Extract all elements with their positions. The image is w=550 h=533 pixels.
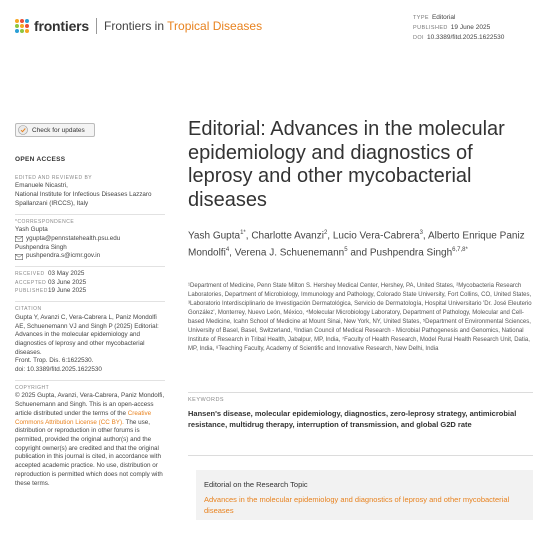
correspondence-block <box>15 218 165 262</box>
research-topic-heading: Editorial on the Research Topic <box>204 480 308 489</box>
divider <box>15 266 165 267</box>
citation-journal: Front. Trop. Dis. 6:1622530. <box>15 357 94 365</box>
frontiers-logo-icon <box>15 19 30 34</box>
dates-block <box>15 270 165 296</box>
keywords-label: KEYWORDS <box>188 397 225 403</box>
doi-value[interactable]: 10.3389/fitd.2025.1622530 <box>426 34 505 41</box>
affiliations: ¹Department of Medicine, Penn State Milton S. Hershey Medical Center, Hershey, PA, United States, ²Mycobacteria Research Laboratories, Department of Microbiology, Immunology and Pathology, Colorado State University, Fort Collins, CO, United States, ³Laboratorio Interdisciplinario de Investigación Dermatológica, Servicio de Dermatología, Hospital Universitario 'Dr. José Eleuterio González', Monterrey, Nuevo León, México, ⁴Molecular Microbiology Laboratory, Department of Pathology, Molecular and Cell-based Medicine, Icahn School of Medicine at Mount Sinai, New York, NY, United States, ⁵Department of Environmental Sciences, University of Basel, Basel, Switzerland, ⁶Indian Council of Medical Research - Microbial Pathogenesis and Genomics, National Institute of Research in Tribal Health, Jabalpur, MP, India, ⁷Faculty of Health Research, Model Rural Health Research Unit, Datia, MP, India, ⁸Teaching Faculty, Academy of Scientific and Innovative Research, New Delhi, India <box>188 283 532 352</box>
author-affiliation-marker: 1* <box>240 230 246 236</box>
article-meta <box>413 13 504 43</box>
published-value: 19 June 2025 <box>450 24 491 31</box>
corresponding-email-2[interactable]: pushpendra.s@icmr.gov.in <box>26 252 101 260</box>
email-row-1[interactable] <box>15 235 165 244</box>
published-label: PUBLISHED <box>413 25 448 31</box>
published-date: 19 June 2025 <box>48 287 87 295</box>
divider <box>188 455 533 456</box>
correspondence-label: *CORRESPONDENCE <box>15 218 75 225</box>
edited-label: EDITED AND REVIEWED BY <box>15 174 93 181</box>
copyright-block <box>15 384 165 488</box>
article-title: Editorial: Advances in the molecular epidemiology and diagnostics of leprosy and other mycobacterial diseases <box>188 118 505 211</box>
citation-block <box>15 305 165 375</box>
email-icon <box>15 236 23 242</box>
email-row-2[interactable] <box>15 252 165 261</box>
keywords: Hansen's disease, molecular epidemiology, diagnostics, zero-leprosy strategy, antimicrobial resistance, multidrug therapy, interruption of transmission, and global G2D rate <box>188 409 517 429</box>
accepted-label: ACCEPTED <box>15 279 47 286</box>
author-affiliation-marker: 6,7,8* <box>452 247 468 254</box>
copyright-text <box>15 392 165 488</box>
author-name[interactable]: Lucio Vera-Cabrera <box>332 230 420 242</box>
check-for-updates-button[interactable] <box>15 123 95 137</box>
received-label: RECEIVED <box>15 271 45 278</box>
copyright-text-start: © 2025 Gupta, Avanzi, Vera-Cabrera, Paniz Mondolfi, Schuenemann and Singh. This is an open-access article distributed under the terms of the <box>15 392 165 417</box>
copyright-label: COPYRIGHT <box>15 384 50 391</box>
author-name[interactable]: Charlotte Avanzi <box>251 230 324 242</box>
received-date: 03 May 2025 <box>48 270 85 278</box>
journal-name <box>104 19 262 33</box>
brand-name: frontiers <box>34 18 89 34</box>
citation-label: CITATION <box>15 306 42 313</box>
citation-doi[interactable]: doi: 10.3389/fitd.2025.1622530 <box>15 366 102 374</box>
research-topic-link[interactable]: Advances in the molecular epidemiology and diagnostics of leprosy and other mycobacterial diseases <box>204 495 510 515</box>
editor-block <box>15 174 165 209</box>
published-label: PUBLISHED <box>15 288 48 295</box>
editor-affiliation: National Institute for Infectious Diseases Lazzaro Spallanzani (IRCCS), Italy <box>15 191 152 207</box>
author-list: Yash Gupta$^{1*}$, Charlotte Avanzi$^2$, Lucio Vera-Cabrera$^3$, Alberto Enrique Paniz Mondolfi$^4$, Verena J. Schuenemann$^5$ and Pushpendra Singh$^{6,7,8*}$ <box>188 230 525 259</box>
corresponding-author-1: Yash Gupta <box>15 226 48 234</box>
check-updates-label: Check for updates <box>32 126 85 134</box>
type-value: Editorial <box>431 14 456 21</box>
update-check-icon <box>18 125 28 135</box>
journal-prefix: Frontiers in <box>104 19 165 33</box>
author-name[interactable]: Yash Gupta <box>188 230 241 242</box>
email-icon <box>15 254 23 260</box>
article-sidebar <box>15 156 165 493</box>
corresponding-author-2: Pushpendra Singh <box>15 243 67 251</box>
author-affiliation-marker: 2 <box>323 230 328 236</box>
doi-label: DOI <box>413 35 424 41</box>
divider <box>15 301 165 302</box>
author-affiliation-marker: 5 <box>344 247 348 254</box>
accepted-date: 03 June 2025 <box>48 278 87 286</box>
author-name[interactable]: Verena J. Schuenemann <box>234 247 345 259</box>
open-access-label: OPEN ACCESS <box>15 156 66 163</box>
header-divider <box>96 18 97 34</box>
type-label: TYPE <box>413 15 429 21</box>
divider <box>188 392 533 393</box>
divider <box>15 214 165 215</box>
copyright-text-end: The use, distribution or reproduction in other forums is permitted, provided the original author(s) and the copyright owner(s) are credited and that the original publication in this journal is cited, in accordance with accepted academic practice. No use, distribution or reproduction is permitted which does not comply with these terms. <box>15 418 163 487</box>
citation-text: Gupta Y, Avanzi C, Vera-Cabrera L, Paniz Mondolfi AE, Schuenemann VJ and Singh P (2025) Editorial: Advances in the molecular epidemiology and diagnostics of leprosy and other mycobacterial diseases. <box>15 313 159 356</box>
author-affiliation-marker: 4 <box>225 247 230 254</box>
journal-header <box>15 18 262 34</box>
author-name[interactable]: Pushpendra Singh <box>369 247 453 259</box>
divider <box>15 380 165 381</box>
editor-name: Emanuele Nicastri, <box>15 182 68 190</box>
journal-title: Tropical Diseases <box>167 19 263 33</box>
cc-by-license-link[interactable]: Creative Commons Attribution License (CC BY). <box>15 409 152 426</box>
author-name[interactable]: Alberto Enrique Paniz Mondolfi <box>188 230 525 259</box>
corresponding-email-1[interactable]: ygupta@pennstatehealth.psu.edu <box>26 234 121 242</box>
author-affiliation-marker: 3 <box>419 230 423 236</box>
